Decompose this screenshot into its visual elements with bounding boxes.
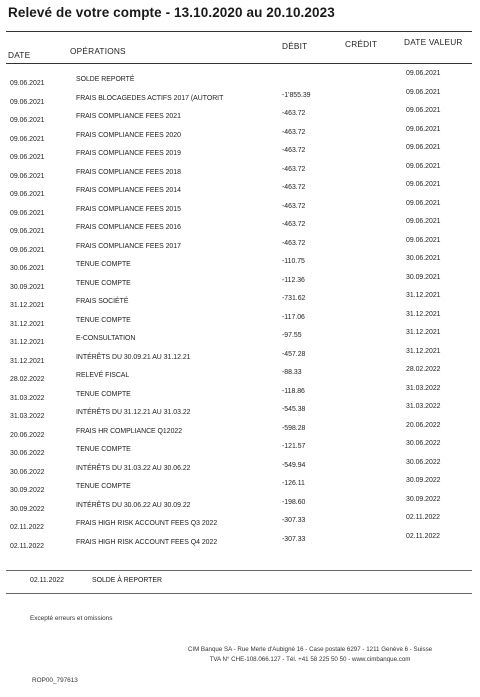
row-operation: TENUE COMPTE (76, 279, 131, 287)
row-value-date: 30.09.2022 (406, 477, 441, 484)
row-date: 28.02.2022 (10, 376, 45, 383)
row-debit: -463.72 (282, 165, 306, 173)
row-debit: -463.72 (282, 128, 306, 136)
row-debit: -457.28 (282, 350, 306, 358)
footer-contact: TVA N° CHE-108.066.127 - Tél. +41 58 225 50 50 - www.cimbanque.com (209, 656, 411, 663)
row-operation: FRAIS COMPLIANCE FEES 2018 (76, 168, 181, 176)
row-value-date: 31.12.2021 (406, 310, 441, 318)
row-date: 31.12.2021 (10, 302, 45, 309)
table-row (0, 532, 480, 553)
row-debit: -198.60 (282, 498, 306, 506)
row-value-date: 30.06.2021 (406, 255, 441, 262)
row-operation: FRAIS COMPLIANCE FEES 2014 (76, 187, 181, 194)
row-date: 09.06.2021 (10, 154, 45, 161)
header-debit: DÉBIT (282, 41, 308, 51)
row-debit: -549.94 (282, 461, 306, 469)
row-operation: FRAIS COMPLIANCE FEES 2020 (76, 131, 181, 139)
row-operation: FRAIS COMPLIANCE FEES 2015 (76, 205, 181, 213)
row-date: 09.06.2021 (10, 191, 45, 198)
row-date: 31.03.2022 (10, 394, 45, 402)
row-date: 30.06.2021 (10, 265, 45, 272)
row-operation: SOLDE REPORTÉ (76, 76, 135, 83)
row-value-date: 09.06.2021 (406, 218, 441, 225)
row-date: 30.09.2022 (10, 487, 45, 494)
row-operation: TENUE COMPTE (76, 390, 131, 398)
row-operation: INTÉRÊTS DU 30.09.21 AU 31.12.21 (76, 353, 191, 361)
row-date: 09.06.2021 (10, 209, 45, 217)
row-date: 09.06.2021 (10, 98, 45, 106)
row-value-date: 02.11.2022 (406, 532, 440, 540)
row-date: 20.06.2022 (10, 431, 45, 439)
row-date: 02.11.2022 (10, 542, 44, 550)
row-value-date: 30.09.2022 (406, 495, 441, 503)
header-value-date: DATE VALEUR (404, 37, 463, 47)
row-operation: INTÉRÊTS DU 31.12.21 AU 31.03.22 (76, 409, 191, 416)
row-operation: FRAIS HR COMPLIANCE Q12022 (76, 427, 183, 435)
row-value-date: 09.06.2021 (406, 199, 441, 207)
row-date: 31.12.2021 (10, 320, 45, 328)
row-date: 30.09.2021 (10, 283, 45, 291)
row-value-date: 09.06.2021 (406, 144, 441, 151)
row-debit: -598.28 (282, 424, 306, 432)
row-value-date: 31.03.2022 (406, 384, 441, 392)
row-debit: -307.33 (282, 535, 306, 543)
row-debit: -463.72 (282, 202, 306, 210)
row-debit: -463.72 (282, 184, 306, 191)
row-date: 09.06.2021 (10, 172, 45, 180)
row-debit: -110.75 (282, 258, 305, 265)
row-debit: -463.72 (282, 221, 306, 228)
row-value-date: 09.06.2021 (406, 125, 441, 133)
row-value-date: 09.06.2021 (406, 88, 441, 96)
header-credit: CRÉDIT (345, 39, 378, 49)
row-operation: FRAIS HIGH RISK ACCOUNT FEES Q4 2022 (76, 538, 218, 546)
header-date: DATE (8, 50, 31, 60)
row-value-date: 09.06.2021 (406, 70, 441, 77)
row-date: 30.09.2022 (10, 505, 45, 513)
row-value-date: 31.12.2021 (406, 329, 441, 336)
row-date: 09.06.2021 (10, 228, 45, 235)
row-debit: -118.86 (282, 387, 305, 395)
row-date: 09.06.2021 (10, 80, 45, 87)
row-operation: FRAIS COMPLIANCE FEES 2016 (76, 224, 181, 231)
row-value-date: 09.06.2021 (406, 162, 441, 170)
row-date: 09.06.2021 (10, 117, 45, 124)
document-reference: ROP00_797613 (32, 677, 78, 684)
row-value-date: 31.03.2022 (406, 403, 441, 410)
row-value-date: 09.06.2021 (406, 107, 441, 114)
closing-operation: SOLDE À REPORTER (92, 577, 162, 584)
row-date: 09.06.2021 (10, 135, 45, 143)
row-value-date: 09.06.2021 (406, 181, 441, 188)
row-value-date: 31.12.2021 (406, 292, 441, 299)
row-debit: -463.72 (282, 239, 306, 247)
row-date: 02.11.2022 (10, 524, 44, 531)
row-date: 31.12.2021 (10, 339, 45, 346)
closing-top-rule (6, 570, 472, 571)
row-date: 31.12.2021 (10, 357, 45, 365)
row-value-date: 30.06.2022 (406, 458, 441, 466)
row-operation: TENUE COMPTE (76, 261, 131, 268)
row-date: 30.06.2022 (10, 468, 45, 476)
row-debit: -731.62 (282, 295, 306, 302)
row-debit: -121.57 (282, 443, 306, 450)
row-operation: FRAIS COMPLIANCE FEES 2017 (76, 242, 181, 250)
statement-title: Relevé de votre compte - 13.10.2020 au 20.10.2023 (8, 5, 335, 20)
row-operation: TENUE COMPTE (76, 483, 131, 490)
footer-address: CIM Banque SA - Rue Merle d'Aubigné 16 - Case postale 6297 - 1211 Genève 6 - Suisse (187, 646, 433, 653)
disclaimer-note: Excepté erreurs et omissions (30, 615, 113, 622)
row-debit: -463.72 (282, 110, 306, 117)
row-debit: -88.33 (282, 369, 302, 376)
row-debit: -117.06 (282, 313, 305, 321)
row-operation: E-CONSULTATION (76, 335, 136, 342)
closing-bottom-rule (6, 593, 472, 594)
row-value-date: 09.06.2021 (406, 236, 441, 244)
row-operation: TENUE COMPTE (76, 316, 131, 324)
row-date: 09.06.2021 (10, 246, 45, 254)
row-debit: -126.11 (282, 480, 305, 487)
row-debit: -545.38 (282, 406, 306, 413)
row-value-date: 28.02.2022 (406, 366, 441, 373)
row-debit: -112.36 (282, 276, 305, 284)
row-date: 30.06.2022 (10, 450, 45, 457)
row-value-date: 30.09.2021 (406, 273, 441, 281)
row-operation: FRAIS COMPLIANCE FEES 2019 (76, 150, 181, 157)
row-date: 31.03.2022 (10, 413, 45, 420)
row-debit: -463.72 (282, 147, 306, 154)
row-debit: -97.55 (282, 332, 302, 339)
row-operation: INTÉRÊTS DU 31.03.22 AU 30.06.22 (76, 464, 191, 472)
bank-footer (160, 645, 460, 665)
row-operation: RELEVÉ FISCAL (76, 372, 130, 379)
row-value-date: 20.06.2022 (406, 421, 441, 429)
row-debit: -307.33 (282, 517, 306, 524)
header-operations: OPÉRATIONS (70, 46, 126, 56)
row-operation: FRAIS COMPLIANCE FEES 2021 (76, 113, 181, 120)
row-value-date: 02.11.2022 (406, 514, 440, 521)
row-operation: TENUE COMPTE (76, 446, 131, 453)
row-operation: INTÉRÊTS DU 30.06.22 AU 30.09.22 (76, 501, 191, 509)
row-value-date: 30.06.2022 (406, 440, 441, 447)
row-operation: FRAIS SOCIÉTÉ (76, 298, 129, 305)
row-operation: FRAIS BLOCAGEDES ACTIFS 2017 (AUTORIT (76, 94, 224, 102)
closing-date: 02.11.2022 (30, 577, 64, 584)
row-value-date: 31.12.2021 (406, 347, 441, 355)
row-debit: -1'855.39 (282, 91, 311, 99)
row-operation: FRAIS HIGH RISK ACCOUNT FEES Q3 2022 (76, 520, 218, 527)
